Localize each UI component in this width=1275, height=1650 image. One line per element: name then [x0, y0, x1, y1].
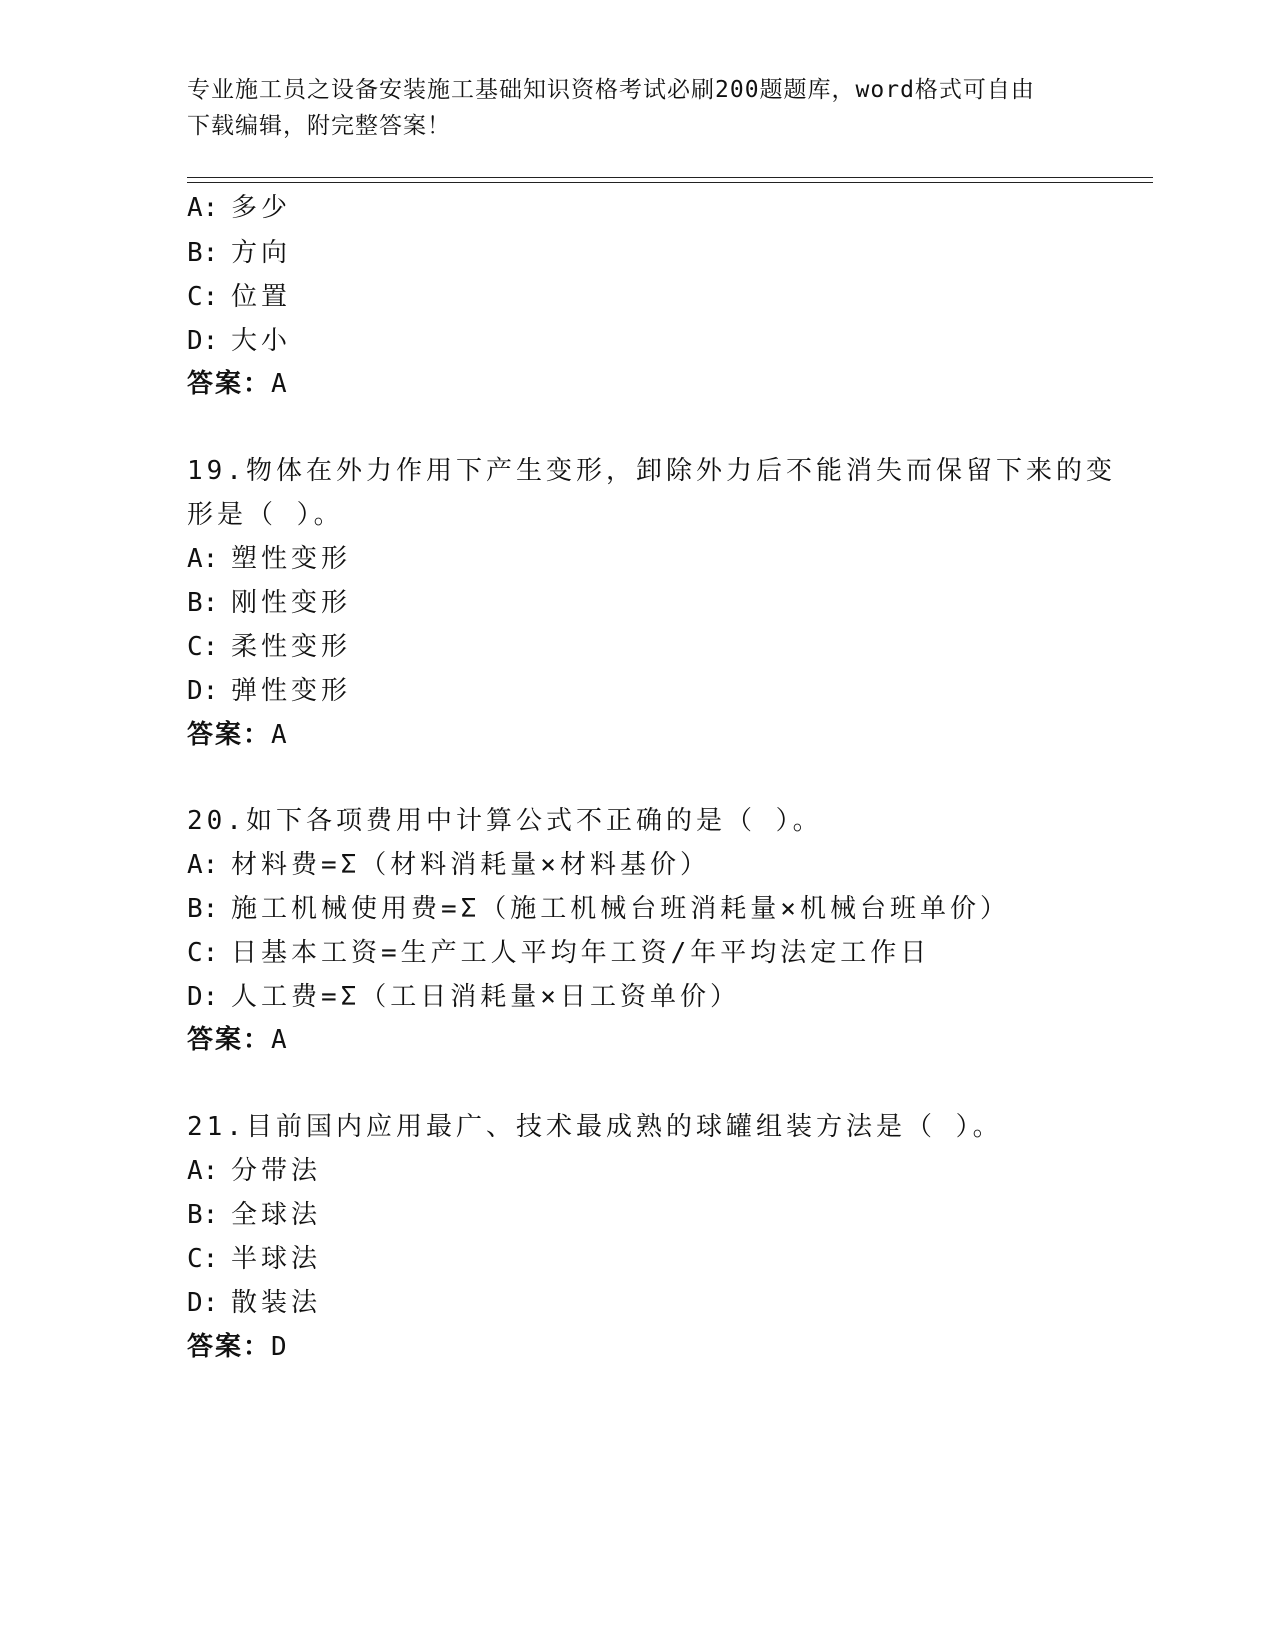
- q20-option-b: [187, 892, 1010, 926]
- option-letter: A:: [187, 850, 219, 880]
- q21-option-a: [187, 1154, 321, 1188]
- option-letter: C:: [187, 938, 219, 968]
- q21-option-b: [187, 1198, 321, 1232]
- option-letter: A:: [187, 1156, 219, 1186]
- answer-value: A: [271, 1025, 289, 1055]
- option-text: 材料费=Σ（材料消耗量×材料基价）: [231, 850, 710, 880]
- option-text: 全球法: [231, 1200, 322, 1230]
- answer-label: 答案：: [187, 1332, 272, 1362]
- option-text: 散装法: [231, 1288, 322, 1318]
- header-divider-bottom: [187, 182, 1153, 183]
- q19-option-a: [187, 542, 351, 576]
- q19-option-c: [187, 630, 351, 664]
- option-letter: C:: [187, 1244, 219, 1274]
- q18-option-b: [187, 236, 291, 270]
- q18-option-c: [187, 280, 291, 314]
- q19-option-d: [187, 674, 351, 708]
- document-header: [187, 72, 1087, 144]
- option-letter: B:: [187, 1200, 219, 1230]
- option-text: 施工机械使用费=Σ（施工机械台班消耗量×机械台班单价）: [231, 894, 1010, 924]
- answer-value: A: [271, 720, 289, 750]
- q19-stem-line-2: 形是（ ）。: [187, 500, 344, 530]
- q21-stem: 21.目前国内应用最广、技术最成熟的球罐组装方法是（ ）。: [187, 1112, 1003, 1142]
- q18-option-a: [187, 191, 291, 225]
- option-text: 弹性变形: [231, 676, 352, 706]
- answer-value: A: [271, 369, 289, 399]
- option-text: 大小: [231, 326, 292, 356]
- option-text: 多少: [231, 193, 292, 223]
- option-text: 塑性变形: [231, 544, 352, 574]
- q21-answer: [187, 1330, 289, 1364]
- option-letter: A:: [187, 193, 219, 223]
- option-letter: A:: [187, 544, 219, 574]
- q21-option-d: [187, 1286, 321, 1320]
- option-letter: D:: [187, 676, 219, 706]
- q20-option-a: [187, 848, 710, 882]
- option-text: 半球法: [231, 1244, 322, 1274]
- option-letter: B:: [187, 894, 219, 924]
- option-letter: D:: [187, 326, 219, 356]
- option-text: 人工费=Σ（工日消耗量×日工资单价）: [231, 982, 740, 1012]
- q19-answer: [187, 718, 289, 752]
- option-letter: D:: [187, 982, 219, 1012]
- q21-option-c: [187, 1242, 321, 1276]
- q20-option-c: [187, 936, 930, 970]
- q20-stem: 20.如下各项费用中计算公式不正确的是（ ）。: [187, 806, 823, 836]
- answer-label: 答案：: [187, 720, 272, 750]
- option-letter: B:: [187, 588, 219, 618]
- option-letter: C:: [187, 632, 219, 662]
- answer-label: 答案：: [187, 369, 272, 399]
- option-text: 方向: [231, 238, 292, 268]
- header-divider-top: [187, 177, 1153, 178]
- q18-option-d: [187, 324, 291, 358]
- header-line-1: 专业施工员之设备安装施工基础知识资格考试必刷200题题库，word格式可自由: [187, 77, 1035, 103]
- option-text: 日基本工资=生产工人平均年工资/年平均法定工作日: [231, 938, 931, 968]
- q20-option-d: [187, 980, 740, 1014]
- q20-answer: [187, 1023, 289, 1057]
- answer-value: D: [271, 1332, 289, 1362]
- option-text: 分带法: [231, 1156, 322, 1186]
- option-letter: B:: [187, 238, 219, 268]
- option-letter: D:: [187, 1288, 219, 1318]
- q19-stem-line-1: 19.物体在外力作用下产生变形，卸除外力后不能消失而保留下来的变: [187, 456, 1116, 486]
- option-text: 位置: [231, 282, 292, 312]
- answer-label: 答案：: [187, 1025, 272, 1055]
- option-text: 刚性变形: [231, 588, 352, 618]
- q19-option-b: [187, 586, 351, 620]
- q18-answer: [187, 367, 289, 401]
- option-letter: C:: [187, 282, 219, 312]
- header-line-2: 下载编辑，附完整答案！: [187, 113, 451, 139]
- option-text: 柔性变形: [231, 632, 352, 662]
